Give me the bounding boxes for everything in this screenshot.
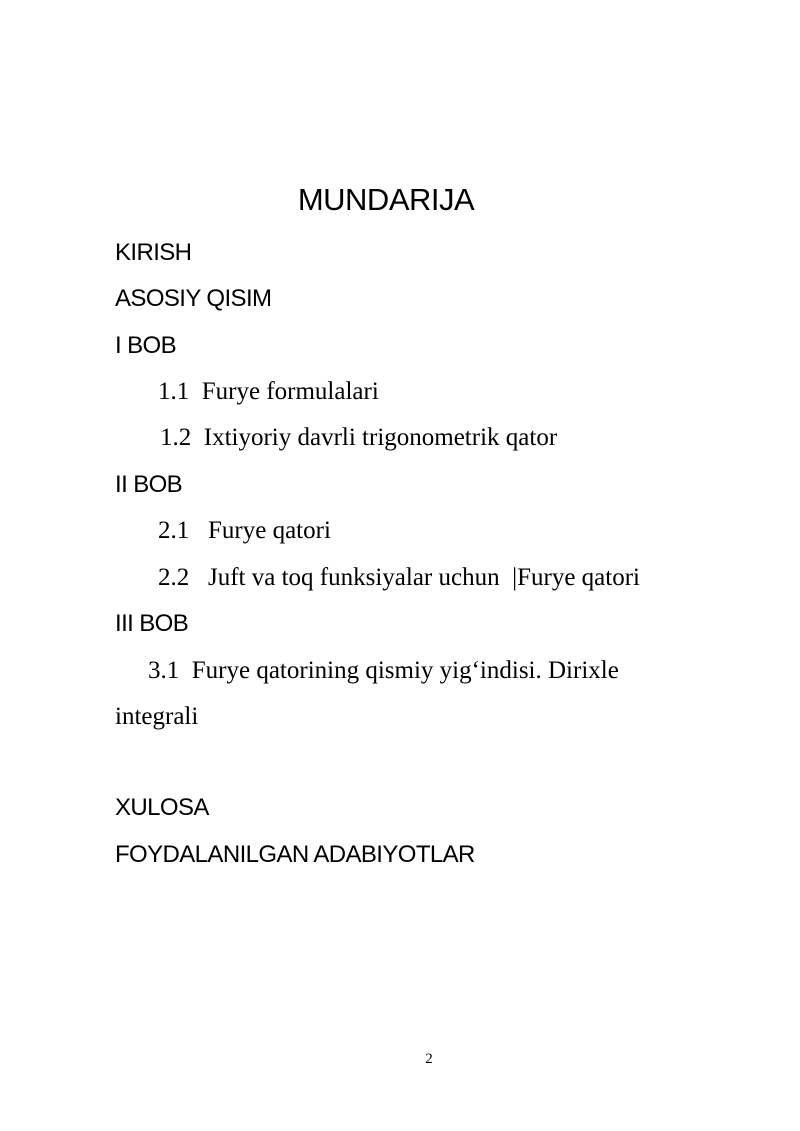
toc-section-3-1	[148, 655, 619, 687]
section-title: Furye qatorining qismiy yig‘indisi. Dirixle	[191, 657, 619, 684]
toc-entry-kirish: KIRISH	[115, 239, 192, 266]
page-number: 2	[425, 1051, 433, 1067]
section-title: Ixtiyoriy davrli trigonometrik qator	[203, 424, 558, 451]
toc-entry-asosiy-qisim: ASOSIY QISIM	[115, 285, 272, 312]
toc-section-2-2	[158, 562, 640, 594]
section-number: 2.1	[158, 517, 190, 544]
section-title: Furye formulalari	[201, 378, 379, 405]
section-number: 1.2	[160, 424, 192, 451]
section-title: Furye qatori	[208, 517, 331, 544]
section-title: Juft va toq funksiyalar uchun |Furye qatori	[208, 564, 640, 591]
toc-chapter-2: II BOB	[115, 471, 183, 498]
section-number: 3.1	[148, 657, 180, 684]
toc-section-3-1-continuation: integrali	[115, 703, 199, 730]
toc-chapter-3: III BOB	[115, 610, 189, 637]
page-title: MUNDARIJA	[297, 182, 475, 217]
toc-entry-xulosa: XULOSA	[115, 794, 209, 821]
toc-entry-adabiyotlar: FOYDALANILGAN ADABIYOTLAR	[115, 841, 475, 868]
section-number: 2.2	[158, 564, 190, 591]
toc-section-2-1	[158, 515, 331, 547]
toc-section-1-2	[160, 422, 557, 454]
section-number: 1.1	[158, 378, 190, 405]
toc-chapter-1: I BOB	[115, 332, 177, 359]
toc-section-1-1	[158, 376, 379, 408]
